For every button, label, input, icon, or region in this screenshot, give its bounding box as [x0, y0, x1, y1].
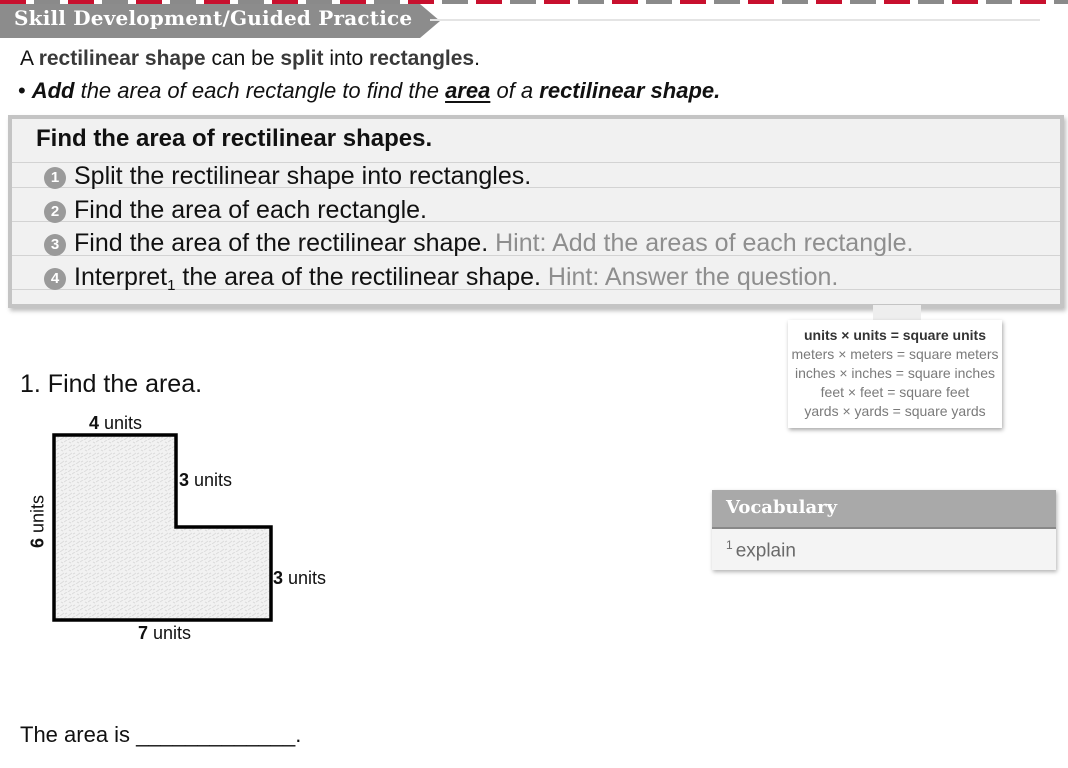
dimension-unit: units	[148, 623, 192, 643]
step-number-icon: 3	[44, 234, 66, 256]
dimension-inner	[179, 470, 232, 491]
problem-label: 1. Find the area.	[20, 370, 203, 398]
section-title: Skill Development/Guided Practice	[14, 6, 413, 30]
note-row: feet × feet = square feet	[820, 384, 970, 400]
step-text: the area of the rectilinear shape.	[175, 263, 541, 291]
dimension-unit: units	[27, 494, 48, 539]
vocabulary-header	[712, 490, 1056, 529]
answer-blank[interactable]: _____________	[136, 722, 296, 747]
dimension-left	[28, 482, 49, 562]
term-add: Add	[31, 78, 75, 103]
dimension-value: 3	[273, 568, 284, 588]
dimension-bottom	[138, 623, 191, 644]
step-hint: Hint: Add the areas of each rectangle.	[495, 229, 914, 257]
dimension-right	[273, 568, 326, 589]
dimension-unit: units	[283, 568, 327, 588]
term-rectangles: rectangles	[369, 47, 475, 70]
intro-text: can be	[205, 47, 281, 70]
step-number-icon: 4	[44, 268, 66, 290]
dimension-value: 3	[179, 470, 190, 490]
term-rectilinear-shape: rectilinear shape	[38, 47, 206, 70]
dimension-value: 4	[89, 413, 100, 433]
footnote-marker: 1	[167, 277, 176, 294]
dimension-value: 7	[138, 623, 149, 643]
step-number-icon: 1	[44, 167, 66, 189]
bullet-icon: •	[18, 78, 26, 103]
steps-title: Find the area of rectilinear shapes.	[36, 125, 433, 152]
intro-text: into	[323, 47, 370, 70]
answer-period: .	[295, 722, 302, 747]
vocabulary-title: Vocabulary	[726, 497, 838, 518]
step-text: Split the rectilinear shape into rectangles.	[74, 162, 532, 190]
step-text: Find the area of the rectilinear shape.	[74, 229, 489, 257]
term-area: area	[445, 78, 491, 103]
vocabulary-item	[726, 538, 796, 562]
dimension-top	[89, 413, 142, 434]
l-shape	[54, 435, 271, 620]
dimension-unit: units	[189, 470, 233, 490]
answer-line	[20, 722, 301, 748]
dimension-unit: units	[99, 413, 143, 433]
note-row: inches × inches = square inches	[794, 365, 995, 381]
intro-text: of a	[490, 78, 540, 103]
footnote-marker: 1	[726, 538, 733, 552]
intro-text: the area of each rectangle to find the	[74, 78, 446, 103]
vocabulary-box	[712, 490, 1056, 570]
intro-text: .	[474, 47, 480, 70]
note-row: units × units = square units	[803, 327, 987, 343]
intro-text: A	[20, 47, 39, 70]
step-text: Interpret	[74, 263, 168, 291]
note-row: yards × yards = square yards	[804, 403, 986, 419]
vocabulary-word: explain	[735, 540, 796, 562]
note-row: meters × meters = square meters	[791, 346, 999, 362]
step-hint: Hint: Answer the question.	[547, 263, 839, 291]
term-split: split	[280, 47, 324, 70]
step-text: Find the area of each rectangle.	[74, 196, 428, 224]
answer-prompt: The area is	[20, 722, 137, 747]
step-number-icon: 2	[44, 201, 66, 223]
term-rectilinear-shape: rectilinear shape.	[539, 78, 721, 103]
dimension-value: 6	[27, 538, 48, 549]
